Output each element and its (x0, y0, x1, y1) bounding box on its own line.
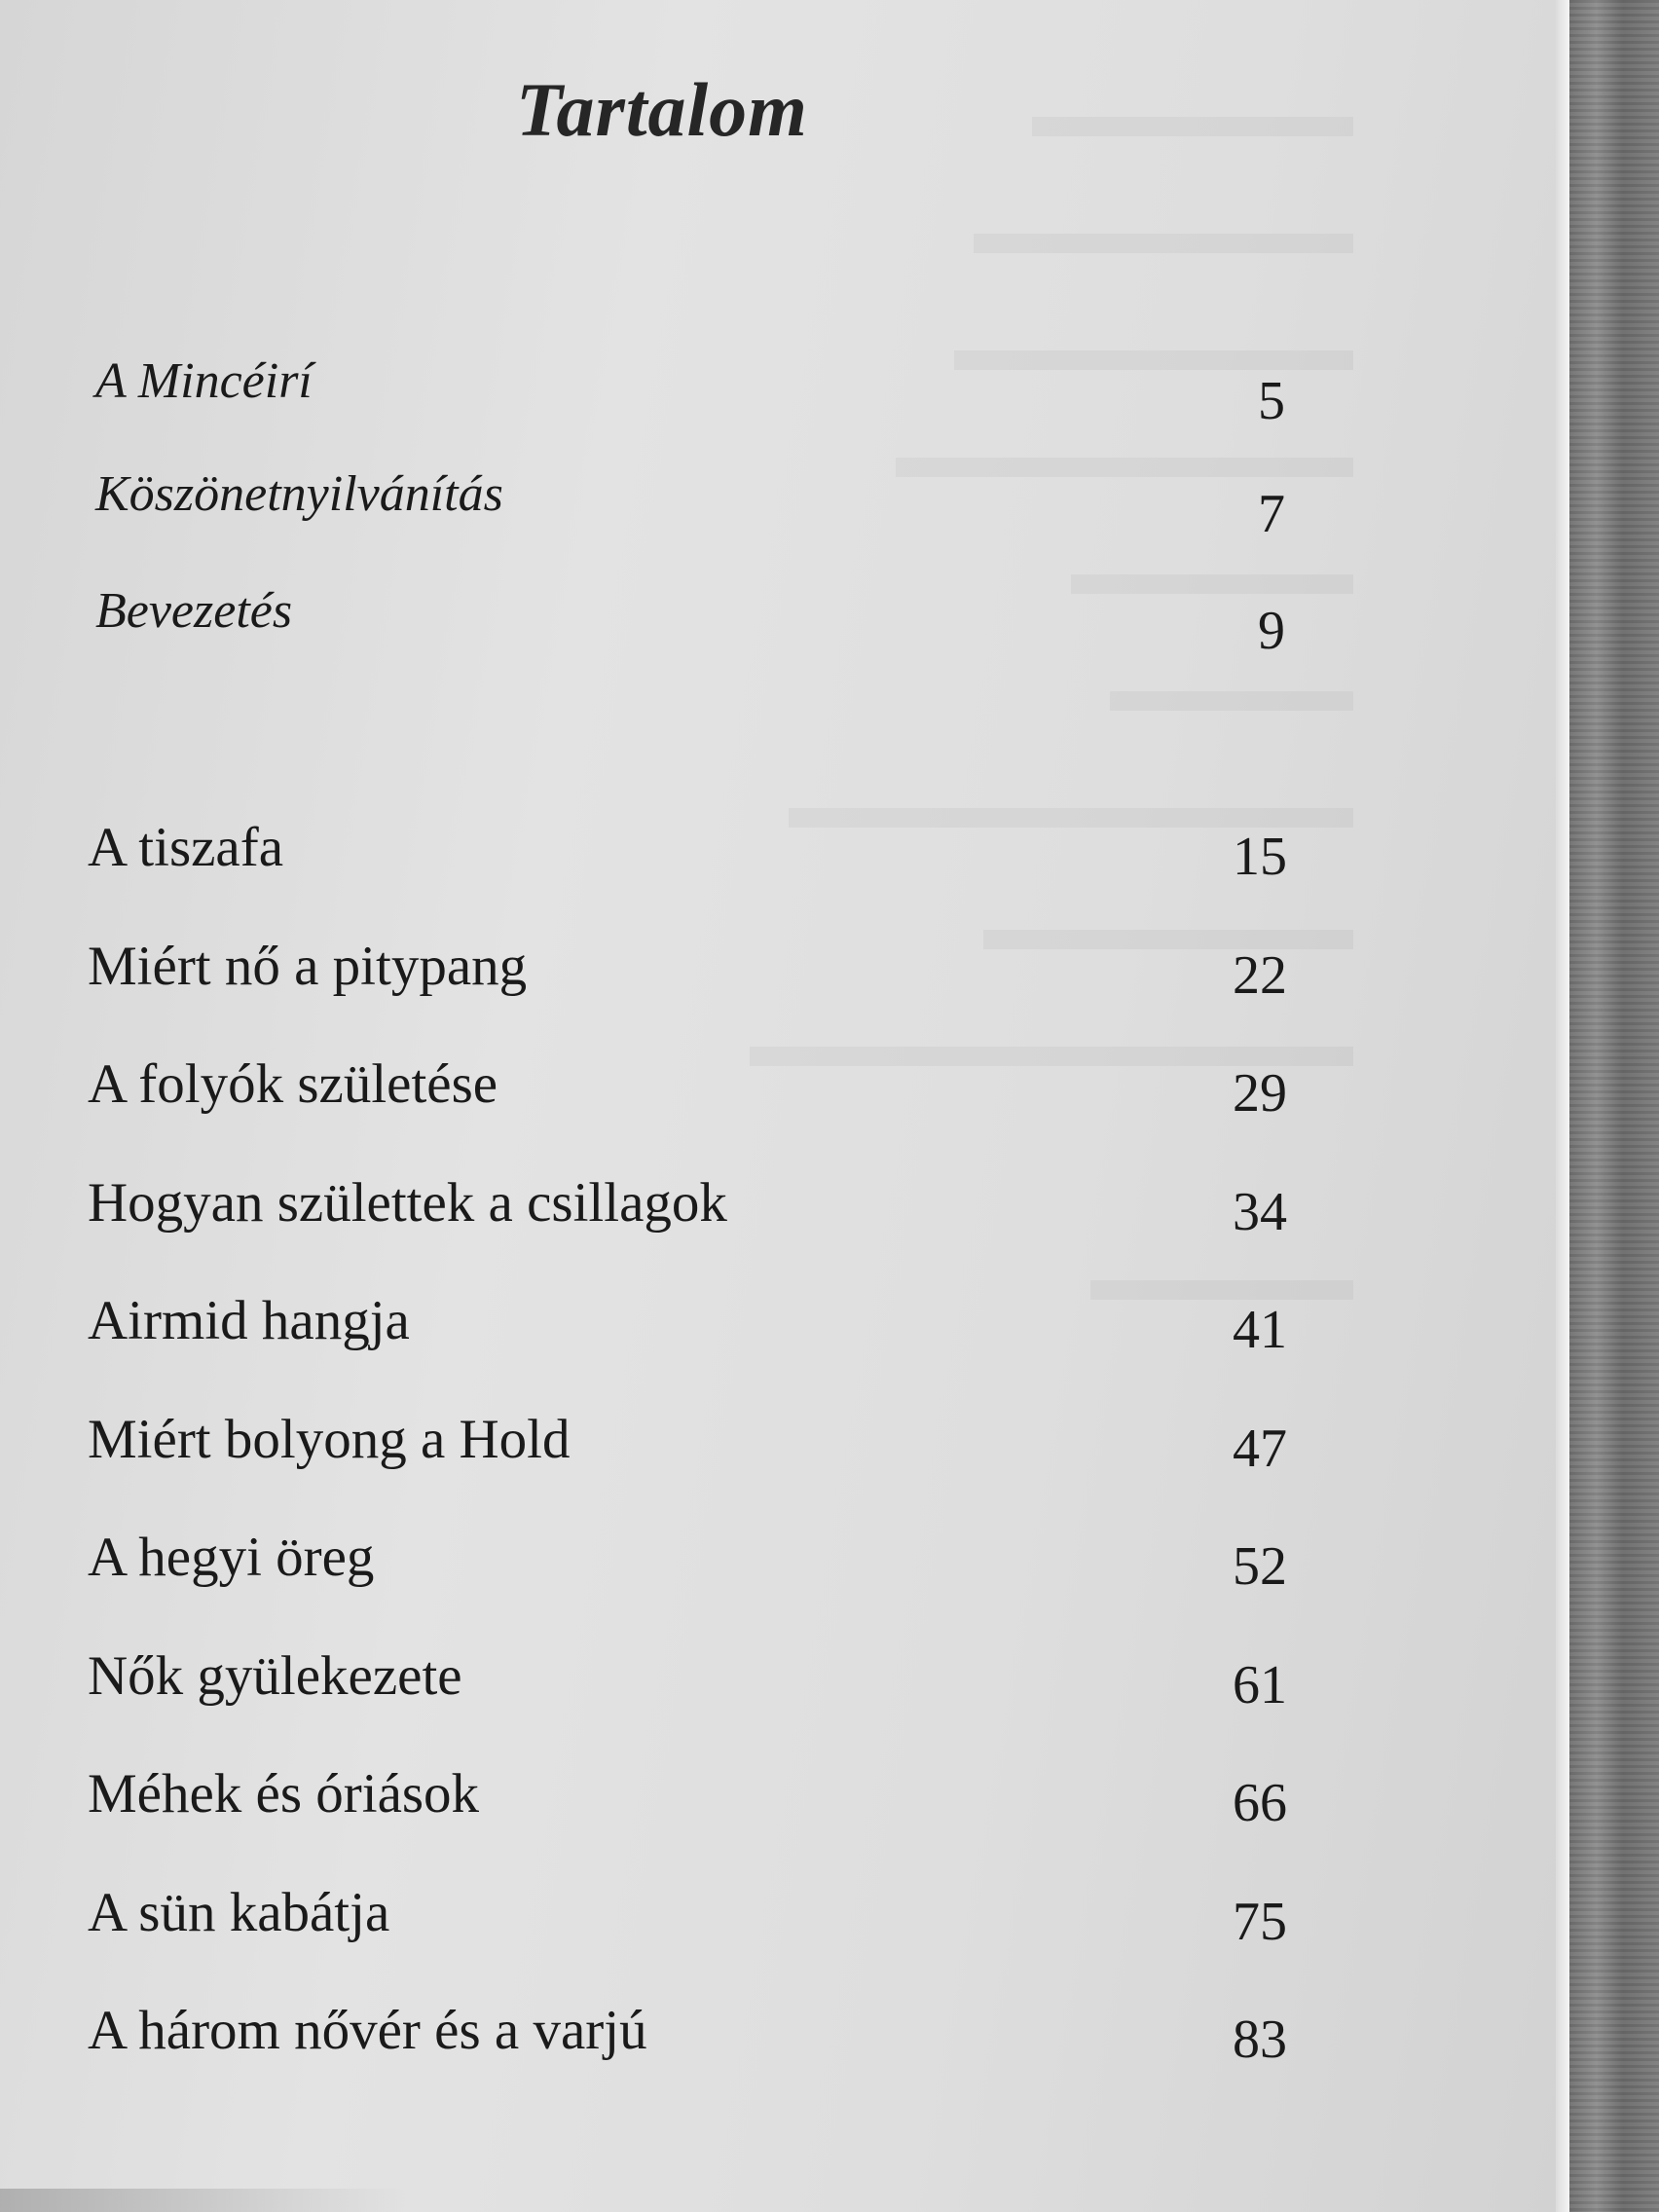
toc-entry (0, 1762, 1569, 1850)
toc-entry-page-number: 34 (1233, 1182, 1287, 1242)
page-title: Tartalom (516, 67, 808, 152)
toc-entry-title: A sün kabátja (88, 1882, 390, 1943)
toc-entry (0, 935, 1569, 1022)
toc-entry-page-number: 47 (1233, 1419, 1287, 1479)
toc-entry-title: Miért bolyong a Hold (88, 1409, 571, 1470)
toc-entry-title: A folyók születése (88, 1053, 498, 1115)
book-edge (1569, 0, 1659, 2212)
toc-entry (0, 1289, 1569, 1377)
toc-entry-title: A három nővér és a varjú (88, 2000, 647, 2061)
toc-entry-title: A hegyi öreg (88, 1527, 375, 1588)
toc-entry-page-number: 66 (1233, 1773, 1287, 1833)
bleed-through-line (974, 234, 1353, 253)
bleed-through-line (1032, 117, 1353, 136)
toc-entry-title: A Mincéirí (95, 353, 313, 409)
toc-entry-title: Köszönetnyilvánítás (95, 466, 503, 522)
toc-entry (0, 816, 1569, 903)
toc-entry (0, 1052, 1569, 1140)
toc-entry (0, 582, 1569, 670)
toc-entry-title: Nők gyülekezete (88, 1645, 462, 1707)
toc-entry-page-number: 7 (1258, 484, 1285, 544)
toc-entry-title: A tiszafa (88, 817, 284, 878)
watermark-strip (0, 2189, 409, 2212)
toc-entry-page-number: 5 (1258, 371, 1285, 431)
toc-entry (0, 1526, 1569, 1613)
toc-entry (0, 1171, 1569, 1259)
toc-entry-page-number: 52 (1233, 1536, 1287, 1597)
toc-entry (0, 1881, 1569, 1969)
toc-entry-page-number: 22 (1233, 945, 1287, 1006)
toc-entry-page-number: 15 (1233, 827, 1287, 887)
toc-entry-page-number: 9 (1258, 601, 1285, 661)
toc-entry (0, 1408, 1569, 1495)
toc-entry-title: Méhek és óriások (88, 1763, 480, 1825)
toc-entry-page-number: 83 (1233, 2009, 1287, 2070)
toc-entry-page-number: 41 (1233, 1300, 1287, 1360)
toc-entry (0, 1644, 1569, 1732)
toc-entry (0, 465, 1569, 553)
toc-entry-title: Miért nő a pitypang (88, 936, 528, 997)
toc-entry-title: Bevezetés (95, 583, 293, 639)
toc-entry-page-number: 61 (1233, 1655, 1287, 1715)
toc-entry-page-number: 29 (1233, 1063, 1287, 1124)
toc-entry-page-number: 75 (1233, 1892, 1287, 1952)
toc-entry-title: Airmid hangja (88, 1290, 410, 1351)
toc-entry-title: Hogyan születtek a csillagok (88, 1172, 727, 1234)
toc-entry (0, 352, 1569, 440)
bleed-through-line (1110, 691, 1353, 711)
toc-entry (0, 1999, 1569, 2086)
